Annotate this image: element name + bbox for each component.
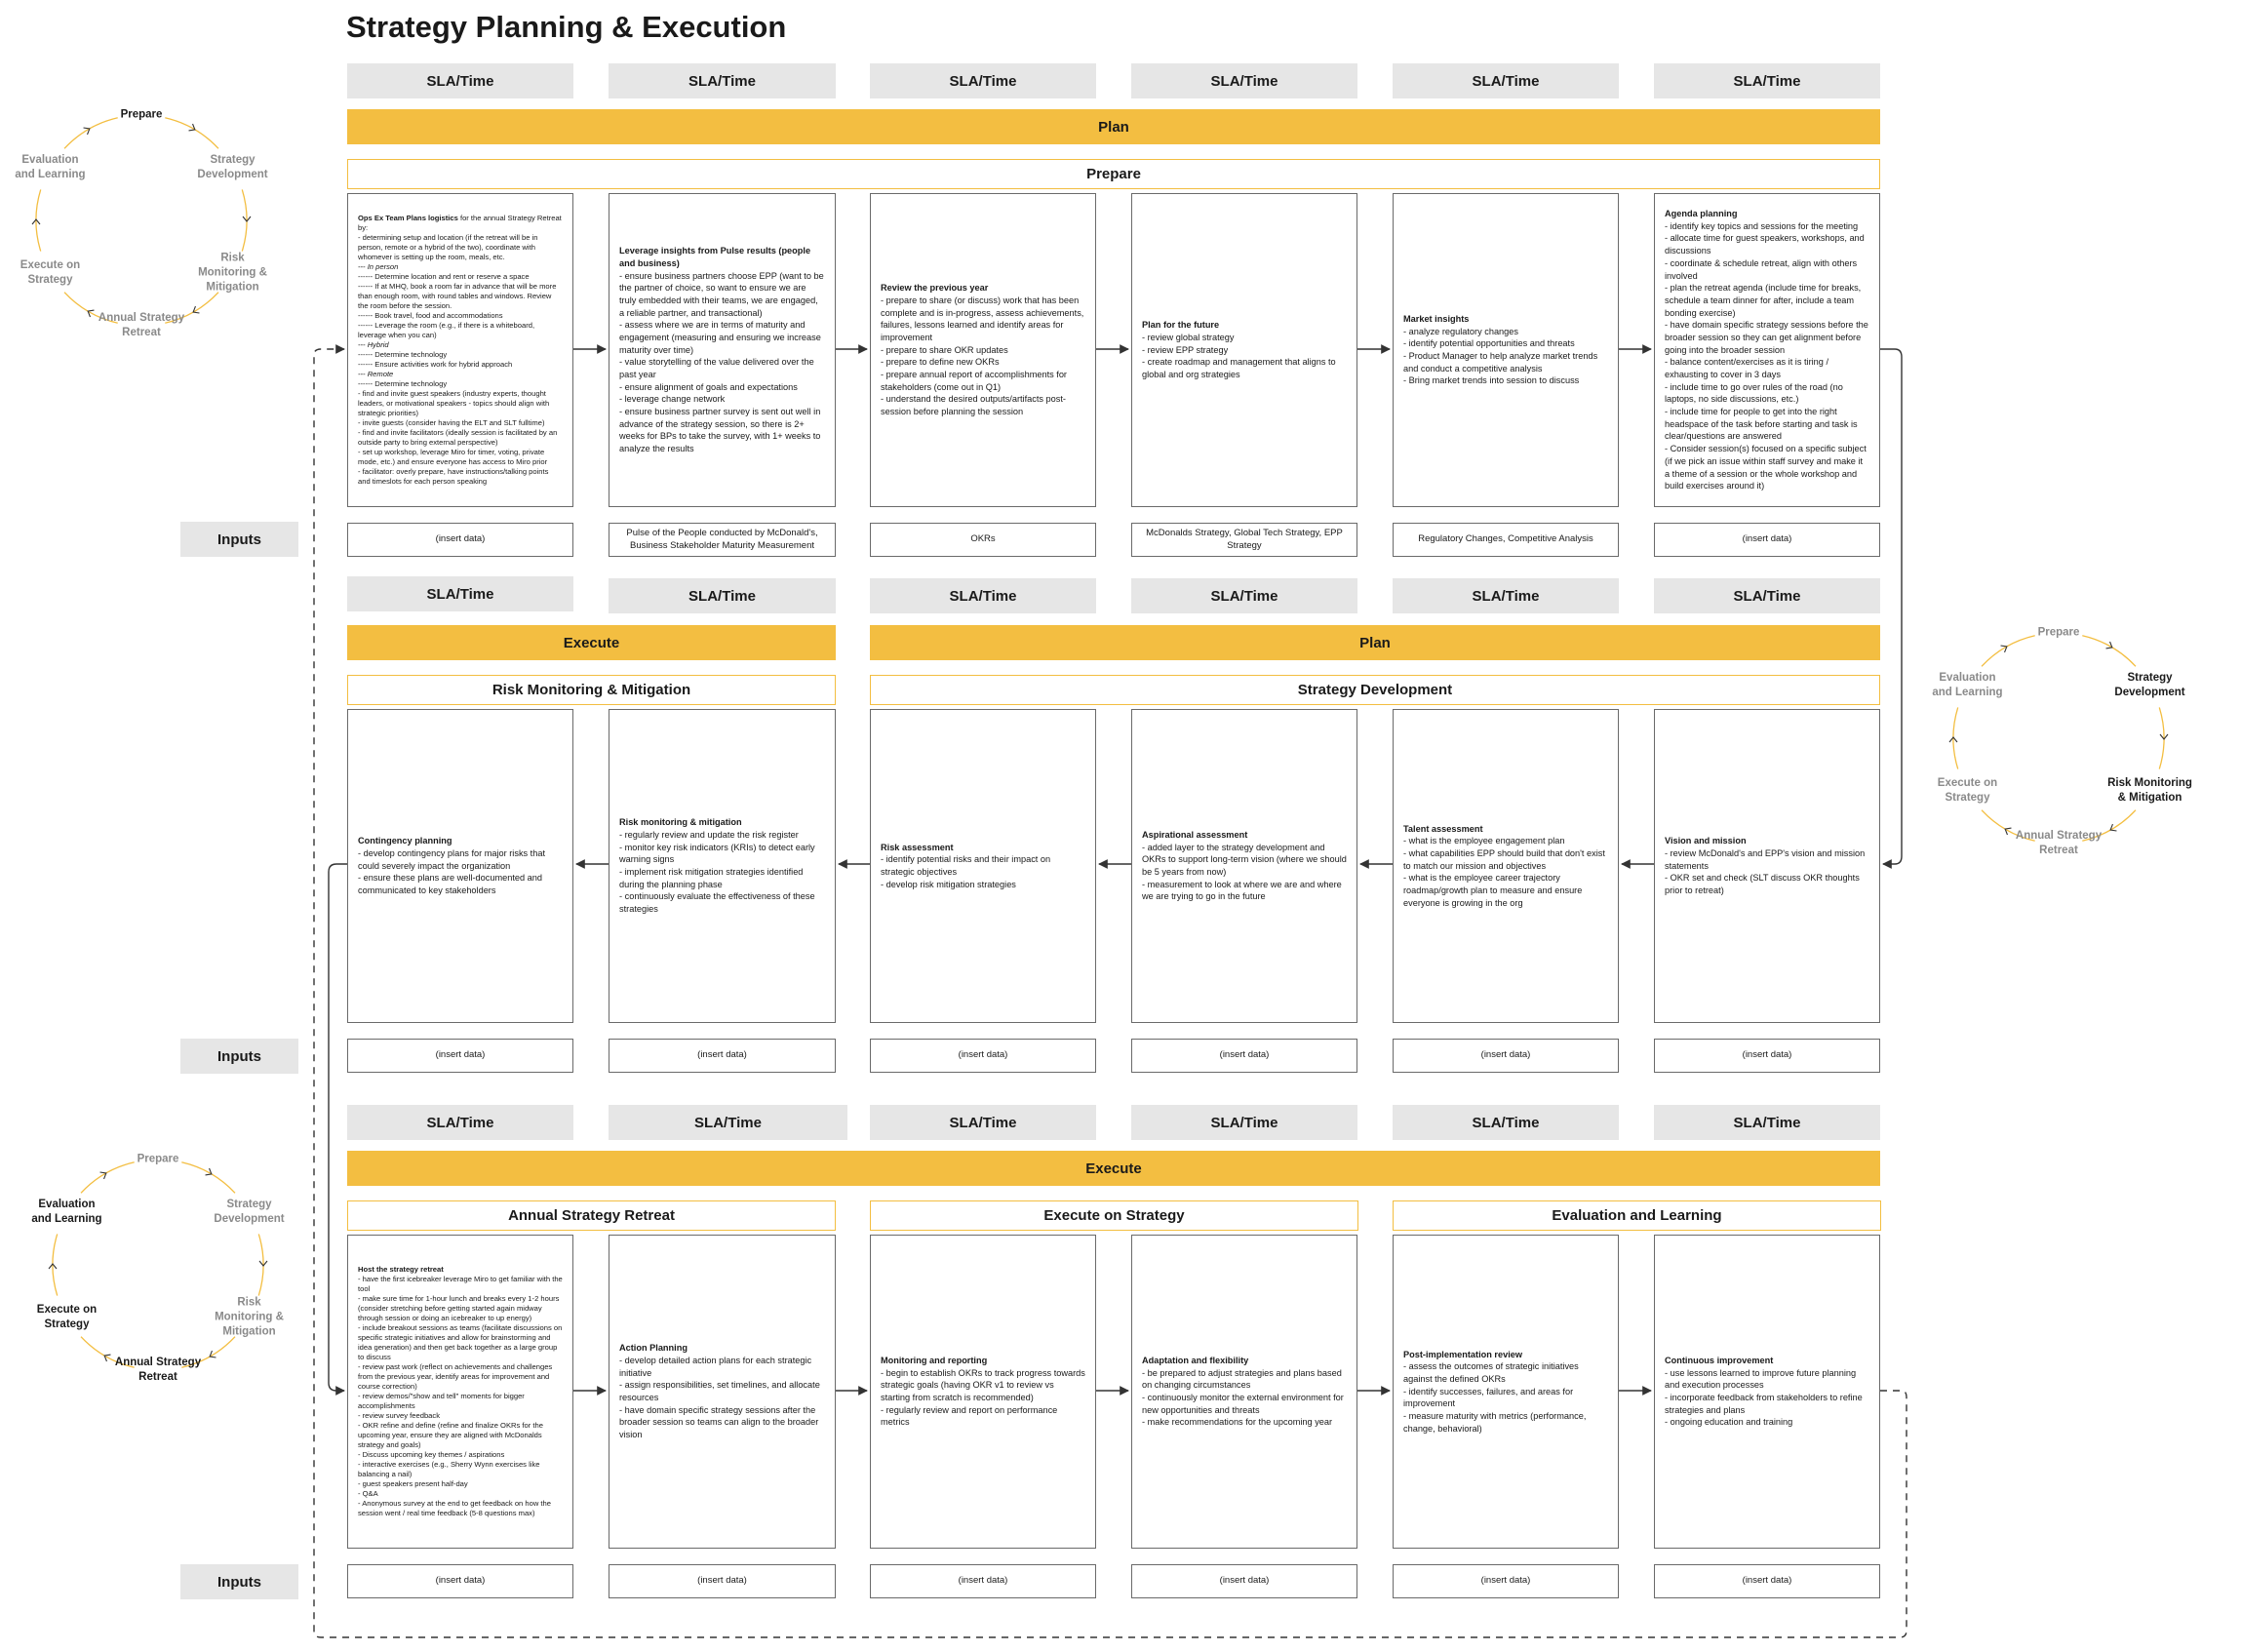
cycle-label-retreat: Annual Strategy Retreat bbox=[114, 1357, 202, 1383]
card-title: Action Planning bbox=[619, 1343, 688, 1354]
card-bullet: - allocate time for guest speakers, workshops, and discussions bbox=[1665, 233, 1865, 256]
cycle-label-evaluation: Evaluation and Learning bbox=[31, 1199, 102, 1225]
input-box: (insert data) bbox=[1654, 523, 1880, 557]
cycle-label-prepare: Prepare bbox=[120, 108, 163, 121]
input-box: (insert data) bbox=[347, 523, 573, 557]
card-title: Aspirational assessment bbox=[1142, 829, 1248, 840]
sla-time-header: SLA/Time bbox=[1654, 63, 1880, 98]
card-title: Host the strategy retreat bbox=[358, 1264, 444, 1274]
card-heading bbox=[358, 214, 563, 233]
card-heading bbox=[619, 816, 825, 829]
cycle-arc bbox=[2082, 636, 2136, 667]
step-card bbox=[1654, 1235, 1880, 1549]
card-heading bbox=[1665, 835, 1869, 847]
card-bullet: - set up workshop, leverage Miro for timer, voting, private mode, etc.) and ensure everyone has access to Miro prior bbox=[358, 448, 548, 467]
sla-time-header: SLA/Time bbox=[1393, 578, 1619, 613]
card-bullet: - Anonymous survey at the end to get feedback on how the session went / real time feedback (5-8 questions max) bbox=[358, 1499, 551, 1518]
arrow-connector bbox=[1880, 349, 1902, 864]
sla-time-header: SLA/Time bbox=[870, 578, 1096, 613]
phase-execute-on-strategy: Execute on Strategy bbox=[870, 1200, 1358, 1231]
card-bullet: - prepare to share (or discuss) work that has been complete and is in-progress, assess achievements, failures, lessons learned and identify areas for improvement bbox=[881, 295, 1084, 342]
card-bullet: - analyze regulatory changes bbox=[1403, 326, 1518, 336]
step-card bbox=[347, 709, 573, 1023]
card-bullet: - invite guests (consider having the ELT and SLT fulltime) bbox=[358, 418, 545, 428]
input-box: (insert data) bbox=[347, 1039, 573, 1073]
card-heading bbox=[881, 1355, 1085, 1367]
card-bullet: - be prepared to adjust strategies and plans based on changing circumstances bbox=[1142, 1367, 1342, 1391]
cycle-label-retreat: Annual Strategy Retreat bbox=[98, 312, 185, 338]
card-title: Contingency planning bbox=[358, 836, 452, 846]
card-bullet: - identify potential risks and their impact on strategic objectives bbox=[881, 854, 1051, 877]
card-bullet: - understand the desired outputs/artifacts post-session before planning the session bbox=[881, 394, 1066, 417]
input-box: (insert data) bbox=[1654, 1039, 1880, 1073]
cycle-label-execute: Execute on Strategy bbox=[20, 259, 81, 286]
input-box: (insert data) bbox=[1393, 1039, 1619, 1073]
card-title: Market insights bbox=[1403, 313, 1470, 324]
cycle-label-risk: Risk Monitoring & Mitigation bbox=[2107, 777, 2192, 804]
card-bullet: - develop detailed action plans for each strategic initiative bbox=[619, 1355, 812, 1378]
card-bullet: - OKR set and check (SLT discuss OKR thoughts prior to retreat) bbox=[1665, 873, 1860, 896]
phase-prepare: Prepare bbox=[347, 159, 1880, 189]
card-title: Adaptation and flexibility bbox=[1142, 1355, 1249, 1365]
card-bullet: - ensure alignment of goals and expectations bbox=[619, 381, 798, 392]
cycle-label-risk: Risk Monitoring & Mitigation bbox=[198, 252, 267, 294]
card-bullet: - review past work (reflect on achievements and challenges from the previous year, identify areas for improvement and course correction) bbox=[358, 1361, 553, 1391]
sla-time-header: SLA/Time bbox=[870, 63, 1096, 98]
card-bullet: - determining setup and location (if the retreat will be in person, remote or a hybrid of the two), coordinate with whomever is setting up the room, meals, etc. bbox=[358, 232, 538, 261]
cycle-label-execute: Execute on Strategy bbox=[36, 1304, 98, 1330]
input-box: OKRs bbox=[870, 523, 1096, 557]
card-bullet: ------ Determine location and rent or reserve a space bbox=[358, 271, 530, 281]
input-box: McDonalds Strategy, Global Tech Strategy, EPP Strategy bbox=[1131, 523, 1357, 557]
step-card bbox=[1393, 1235, 1619, 1549]
card-bullet: ------ Determine technology bbox=[358, 379, 448, 389]
card-bullet: --- Hybrid bbox=[358, 339, 389, 349]
card-bullet: - added layer to the strategy development and OKRs to support long-term vision (where we should be 5 years from now) bbox=[1142, 842, 1347, 877]
step-card bbox=[609, 709, 836, 1023]
card-bullet: - create roadmap and management that aligns to global and org strategies bbox=[1142, 357, 1336, 380]
sla-time-header: SLA/Time bbox=[1654, 578, 1880, 613]
card-bullet: - Product Manager to help analyze market trends and conduct a competitive analysis bbox=[1403, 351, 1598, 374]
card-bullet: - ensure business partners choose EPP (want to be the partner of choice, so want to ensure we are truly embedded with their teams, we are engaged, a reliable partner, and transactional) bbox=[619, 270, 824, 318]
cycle-arc bbox=[81, 1162, 135, 1194]
card-bullet: - begin to establish OKRs to track progress towards strategic goals (having OKR v1 to review vs starting from scratch is recommended) bbox=[881, 1367, 1085, 1402]
card-bullet: - assess the outcomes of strategic initiatives against the defined OKRs bbox=[1403, 1361, 1579, 1384]
cycle-label-execute: Execute on Strategy bbox=[1937, 777, 1998, 804]
card-title: Vision and mission bbox=[1665, 836, 1747, 846]
cycle-ring bbox=[31, 1138, 285, 1392]
card-bullet: ------ Ensure activities work for hybrid approach bbox=[358, 360, 513, 370]
card-bullet: - continuously evaluate the effectiveness of these strategies bbox=[619, 891, 815, 915]
card-title: Ops Ex Team Plans logistics bbox=[358, 213, 458, 222]
card-title: Agenda planning bbox=[1665, 209, 1738, 219]
step-card bbox=[1654, 193, 1880, 507]
cycle-label-strategy: Strategy Development bbox=[214, 1199, 285, 1225]
page-title: Strategy Planning & Execution bbox=[346, 10, 787, 44]
cycle-label-evaluation: Evaluation and Learning bbox=[15, 154, 86, 180]
card-title: Talent assessment bbox=[1403, 823, 1483, 834]
card-bullet: - review survey feedback bbox=[358, 1411, 440, 1421]
card-title: Review the previous year bbox=[881, 283, 989, 294]
card-bullet: - monitor key risk indicators (KRIs) to detect early warning signs bbox=[619, 842, 815, 865]
card-bullet: - implement risk mitigation strategies identified during the planning phase bbox=[619, 867, 804, 889]
sla-time-header: SLA/Time bbox=[870, 1105, 1096, 1140]
cycle-label-prepare: Prepare bbox=[2037, 626, 2080, 639]
card-bullet: - include breakout sessions as teams (facilitate discussions on specific strategic initiatives and allow for brainstorming and idea generation) and then get back together as a large group to discuss bbox=[358, 1322, 563, 1361]
card-bullet: - use lessons learned to improve future planning and execution processes bbox=[1665, 1367, 1857, 1391]
card-title: Continuous improvement bbox=[1665, 1355, 1774, 1365]
card-heading bbox=[1403, 823, 1608, 836]
card-bullet: - continuously monitor the external environment for new opportunities and threats bbox=[1142, 1393, 1344, 1415]
input-box: (insert data) bbox=[347, 1564, 573, 1598]
cycle-diagram bbox=[1932, 611, 2192, 865]
card-title: Post-implementation review bbox=[1403, 1349, 1523, 1359]
card-heading bbox=[619, 245, 825, 269]
card-bullet: - include time to go over rules of the road (no laptops, no side discussions, etc.) bbox=[1665, 381, 1843, 405]
card-bullet: ------ Book travel, food and accommodations bbox=[358, 310, 503, 320]
input-box: (insert data) bbox=[609, 1564, 836, 1598]
step-card bbox=[609, 193, 836, 507]
card-heading bbox=[881, 282, 1085, 295]
card-bullet: - ongoing education and training bbox=[1665, 1417, 1793, 1428]
card-bullet: - Q&A bbox=[358, 1489, 378, 1499]
cycle-diagram bbox=[15, 94, 268, 347]
cycle-label-prepare: Prepare bbox=[137, 1153, 179, 1165]
card-bullet: - plan the retreat agenda (include time for breaks, schedule a team dinner for after, include a team bonding exercise) bbox=[1665, 283, 1862, 318]
card-bullet: - regularly review and report on performance metrics bbox=[881, 1404, 1058, 1428]
card-bullet: - develop risk mitigation strategies bbox=[881, 879, 1016, 889]
card-bullet: - value storytelling of the value delivered over the past year bbox=[619, 357, 814, 380]
card-heading bbox=[1403, 1349, 1608, 1361]
input-box: Pulse of the People conducted by McDonald's, Business Stakeholder Maturity Measurement bbox=[609, 523, 836, 557]
card-bullet: - Bring market trends into session to discuss bbox=[1403, 375, 1580, 386]
step-card bbox=[1131, 193, 1357, 507]
card-bullet: - identify key topics and sessions for the meeting bbox=[1665, 220, 1859, 231]
card-bullet: - find and invite guest speakers (industry experts, thought leaders, or motivational speakers - topics should align with strategic priorities) bbox=[358, 389, 550, 418]
card-bullet: - find and invite facilitators (ideally session is facilitated by an outside party to bring external perspective) bbox=[358, 428, 558, 448]
card-heading bbox=[1142, 1355, 1347, 1367]
step-card bbox=[1393, 193, 1619, 507]
cycle-ring bbox=[15, 94, 268, 347]
card-heading bbox=[358, 1265, 563, 1275]
card-heading bbox=[1665, 1355, 1869, 1367]
input-box: (insert data) bbox=[870, 1564, 1096, 1598]
card-bullet: - review EPP strategy bbox=[1142, 344, 1229, 355]
cycle-arc bbox=[64, 118, 118, 149]
phase-strategy-development: Strategy Development bbox=[870, 675, 1880, 705]
sla-time-header: SLA/Time bbox=[347, 1105, 573, 1140]
inputs-label: Inputs bbox=[180, 1039, 298, 1074]
cycle-label-strategy: Strategy Development bbox=[2114, 672, 2185, 698]
arrow-connector bbox=[329, 864, 347, 1391]
execute-band: Execute bbox=[347, 625, 836, 660]
sla-time-header: SLA/Time bbox=[1131, 63, 1357, 98]
card-heading bbox=[358, 835, 563, 847]
input-box: (insert data) bbox=[609, 1039, 836, 1073]
step-card bbox=[1131, 709, 1357, 1023]
step-card bbox=[870, 193, 1096, 507]
cycle-diagram bbox=[31, 1138, 285, 1392]
sla-time-header: SLA/Time bbox=[1654, 1105, 1880, 1140]
sla-time-header: SLA/Time bbox=[609, 1105, 847, 1140]
execute-band: Execute bbox=[347, 1151, 1880, 1186]
cycle-arc bbox=[165, 118, 218, 149]
sla-time-header: SLA/Time bbox=[1131, 1105, 1357, 1140]
cycle-label-evaluation: Evaluation and Learning bbox=[1932, 672, 2003, 698]
card-bullet: - include time for people to get into the right headspace of the task before starting and task is clear/questions are answered bbox=[1665, 407, 1858, 442]
card-bullet: - leverage change network bbox=[619, 394, 726, 405]
card-bullet: - coordinate & schedule retreat, align with others involved bbox=[1665, 257, 1858, 281]
step-card bbox=[1131, 1235, 1357, 1549]
card-bullet: - review McDonald's and EPP's vision and mission statements bbox=[1665, 847, 1866, 871]
phase-risk-monitoring: Risk Monitoring & Mitigation bbox=[347, 675, 836, 705]
phase-annual-retreat: Annual Strategy Retreat bbox=[347, 1200, 836, 1231]
card-bullet: - Consider session(s) focused on a specific subject (if we pick an issue within staff survey and make it a theme of a session or the whole workshop and build exercises around it) bbox=[1665, 444, 1867, 492]
card-bullet: --- In person bbox=[358, 261, 399, 271]
card-bullet: - measurement to look at where we are and where we are trying to go in the future bbox=[1142, 879, 1342, 902]
sla-time-header: SLA/Time bbox=[1393, 1105, 1619, 1140]
card-bullet: - facilitator: overly prepare, have instructions/talking points and timeslots for each person speaking bbox=[358, 467, 549, 487]
card-bullet: - ensure these plans are well-documented and communicated to key stakeholders bbox=[358, 873, 542, 896]
card-bullet: - prepare to share OKR updates bbox=[881, 344, 1008, 355]
inputs-label: Inputs bbox=[180, 522, 298, 557]
sla-time-header: SLA/Time bbox=[609, 578, 836, 613]
card-bullet: --- Remote bbox=[358, 370, 394, 379]
card-bullet: - have domain specific strategy sessions before the broader session so they can get alignment before going into the broader session bbox=[1665, 320, 1868, 355]
card-title: Plan for the future bbox=[1142, 320, 1220, 331]
card-bullet: - assign responsibilities, set timelines, and allocate resources bbox=[619, 1380, 820, 1402]
input-box: (insert data) bbox=[1654, 1564, 1880, 1598]
card-title: Monitoring and reporting bbox=[881, 1355, 988, 1365]
cycle-ring bbox=[1932, 611, 2185, 865]
card-bullet: - ensure business partner survey is sent out well in advance of the strategy session, so there is 2+ weeks for BPs to take the survey, with 1+ weeks to analyze the results bbox=[619, 407, 821, 454]
input-box: (insert data) bbox=[1393, 1564, 1619, 1598]
card-heading bbox=[1142, 829, 1347, 842]
phase-evaluation-learning: Evaluation and Learning bbox=[1393, 1200, 1881, 1231]
sla-time-header: SLA/Time bbox=[347, 576, 573, 611]
card-title: Risk monitoring & mitigation bbox=[619, 817, 742, 828]
card-bullet: - interactive exercises (e.g., Sherry Wynn exercises like balancing a nail) bbox=[358, 1460, 540, 1479]
card-bullet: - identify successes, failures, and areas for improvement bbox=[1403, 1386, 1574, 1409]
step-card bbox=[870, 709, 1096, 1023]
card-bullet: - identify potential opportunities and threats bbox=[1403, 338, 1575, 349]
card-title: Risk assessment bbox=[881, 842, 954, 852]
card-heading bbox=[1403, 313, 1608, 326]
card-bullet: - what is the employee career trajectory roadmap/growth plan to measure and ensure everyone is growing in the org bbox=[1403, 873, 1583, 908]
plan-band: Plan bbox=[870, 625, 1880, 660]
card-bullet: - what is the employee engagement plan bbox=[1403, 836, 1565, 846]
step-card bbox=[1393, 709, 1619, 1023]
card-bullet: - measure maturity with metrics (performance, change, behavioral) bbox=[1403, 1411, 1587, 1434]
card-bullet: - prepare annual report of accomplishments for stakeholders (come out in Q1) bbox=[881, 370, 1067, 392]
cycle-label-risk: Risk Monitoring & Mitigation bbox=[215, 1296, 284, 1338]
card-bullet: - have the first icebreaker leverage Miro to get familiar with the tool bbox=[358, 1274, 563, 1293]
sla-time-header: SLA/Time bbox=[609, 63, 836, 98]
card-heading bbox=[1142, 319, 1347, 332]
sla-time-header: SLA/Time bbox=[347, 63, 573, 98]
step-card bbox=[347, 193, 573, 507]
card-bullet: - prepare to define new OKRs bbox=[881, 357, 1000, 368]
card-bullet: - assess where we are in terms of maturity and engagement (measuring and ensuring we increase maturity over time) bbox=[619, 320, 821, 355]
cycle-label-retreat: Annual Strategy Retreat bbox=[2015, 830, 2103, 856]
card-title-suffix: for the annual Strategy Retreat by: bbox=[358, 213, 562, 232]
card-bullet: - balance content/exercises as it is tiring / exhausting to cover in 3 days bbox=[1665, 357, 1829, 380]
card-title: Leverage insights from Pulse results (people and business) bbox=[619, 246, 811, 268]
card-bullet: - guest speakers present half-day bbox=[358, 1479, 468, 1489]
cycle-arc bbox=[1982, 636, 2035, 667]
input-box: (insert data) bbox=[870, 1039, 1096, 1073]
step-card bbox=[870, 1235, 1096, 1549]
plan-band: Plan bbox=[347, 109, 1880, 144]
cycle-arc bbox=[181, 1162, 235, 1194]
card-bullet: ------ Leverage the room (e.g., if there is a whiteboard, leverage when you can) bbox=[358, 320, 535, 339]
input-box: (insert data) bbox=[1131, 1564, 1357, 1598]
sla-time-header: SLA/Time bbox=[1393, 63, 1619, 98]
step-card bbox=[609, 1235, 836, 1549]
card-heading bbox=[881, 842, 1085, 854]
card-bullet: ------ Determine technology bbox=[358, 350, 448, 359]
card-bullet: - review demos/"show and tell" moments for bigger accomplishments bbox=[358, 1392, 525, 1411]
sla-time-header: SLA/Time bbox=[1131, 578, 1357, 613]
card-heading bbox=[1665, 208, 1869, 220]
card-bullet: - regularly review and update the risk register bbox=[619, 829, 799, 840]
card-bullet: - review global strategy bbox=[1142, 332, 1235, 342]
step-card bbox=[1654, 709, 1880, 1023]
card-bullet: - develop contingency plans for major risks that could severely impact the organization bbox=[358, 847, 546, 871]
card-bullet: - what capabilities EPP should build that don't exist to match our mission and objectives bbox=[1403, 847, 1605, 871]
card-bullet: - make sure time for 1-hour lunch and breaks every 1-2 hours (consider stretching before getting started again midway through session or doing an icebreaker to up energy) bbox=[358, 1293, 560, 1322]
card-bullet: - make recommendations for the upcoming year bbox=[1142, 1417, 1333, 1428]
card-bullet: - incorporate feedback from stakeholders to refine strategies and plans bbox=[1665, 1393, 1863, 1415]
card-heading bbox=[619, 1342, 825, 1355]
cycle-label-strategy: Strategy Development bbox=[197, 154, 268, 180]
card-bullet: ------ If at MHQ, book a room far in advance that will be more than enough room, with round tables and windows. Review the room before the session. bbox=[358, 281, 557, 310]
card-bullet: - Discuss upcoming key themes / aspirations bbox=[358, 1450, 505, 1460]
inputs-label: Inputs bbox=[180, 1564, 298, 1599]
step-card bbox=[347, 1235, 573, 1549]
card-bullet: - OKR refine and define (refine and finalize OKRs for the upcoming year, ensure they are aligned with McDonalds strategy and goals) bbox=[358, 1421, 543, 1450]
input-box: (insert data) bbox=[1131, 1039, 1357, 1073]
input-box: Regulatory Changes, Competitive Analysis bbox=[1393, 523, 1619, 557]
card-bullet: - have domain specific strategy sessions after the broader session so teams can align to the broader vision bbox=[619, 1404, 819, 1440]
